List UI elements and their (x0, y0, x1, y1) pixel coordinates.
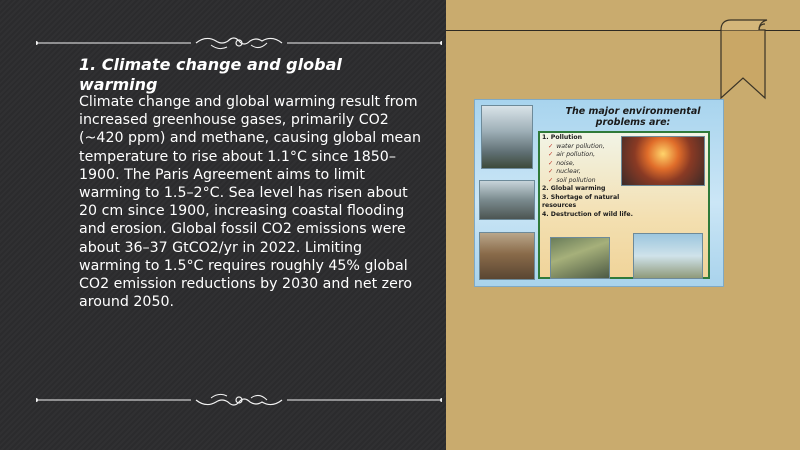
list-item: ✓ noise, (542, 160, 652, 169)
list-item: ✓ water pollution, (542, 143, 652, 152)
landfill-photo (479, 232, 535, 280)
list-item: ✓ soil pollution (542, 177, 652, 186)
slide-body-text: Climate change and global warming result from increased greenhouse gases, primarily CO2 (~420 ppm) and methane, causing global mean temperature to rise about 1.1°C since 1850–1900. The Paris Agreement aims to limit warming to 1.5–2°C. Sea level has risen about 20 cm since 1900, increasing coastal flooding and erosion. Global fossil CO2 emissions were about 36–37 GtCO2/yr in 2022. Limiting warming to 1.5°C requires roughly 45% global CO2 emission reductions by 2030 and net zero around 2050. (79, 94, 421, 311)
hands-photo (550, 237, 610, 279)
list-item: 2. Global warming (542, 185, 606, 192)
polluted-beach-photo (633, 233, 703, 279)
bookmark-ribbon-icon (717, 18, 769, 100)
list-item: ✓ air pollution, (542, 151, 652, 160)
nuclear-explosion-photo (621, 136, 705, 186)
traffic-photo (479, 180, 535, 220)
list-heading: 1. Pollution (542, 134, 582, 141)
poster-title: The major environmental problems are: (565, 106, 701, 128)
list-item: ✓ nuclear, (542, 168, 652, 177)
slide-title: 1. Climate change and global warming (79, 55, 342, 94)
bottom-ornament-divider (36, 390, 442, 410)
environmental-problems-poster (474, 99, 724, 287)
top-ornament-divider (36, 33, 442, 53)
list-item: 4. Destruction of wild life. (542, 210, 633, 218)
list-item: 3. Shortage of natural resources (542, 193, 620, 209)
smokestack-photo (481, 105, 533, 169)
